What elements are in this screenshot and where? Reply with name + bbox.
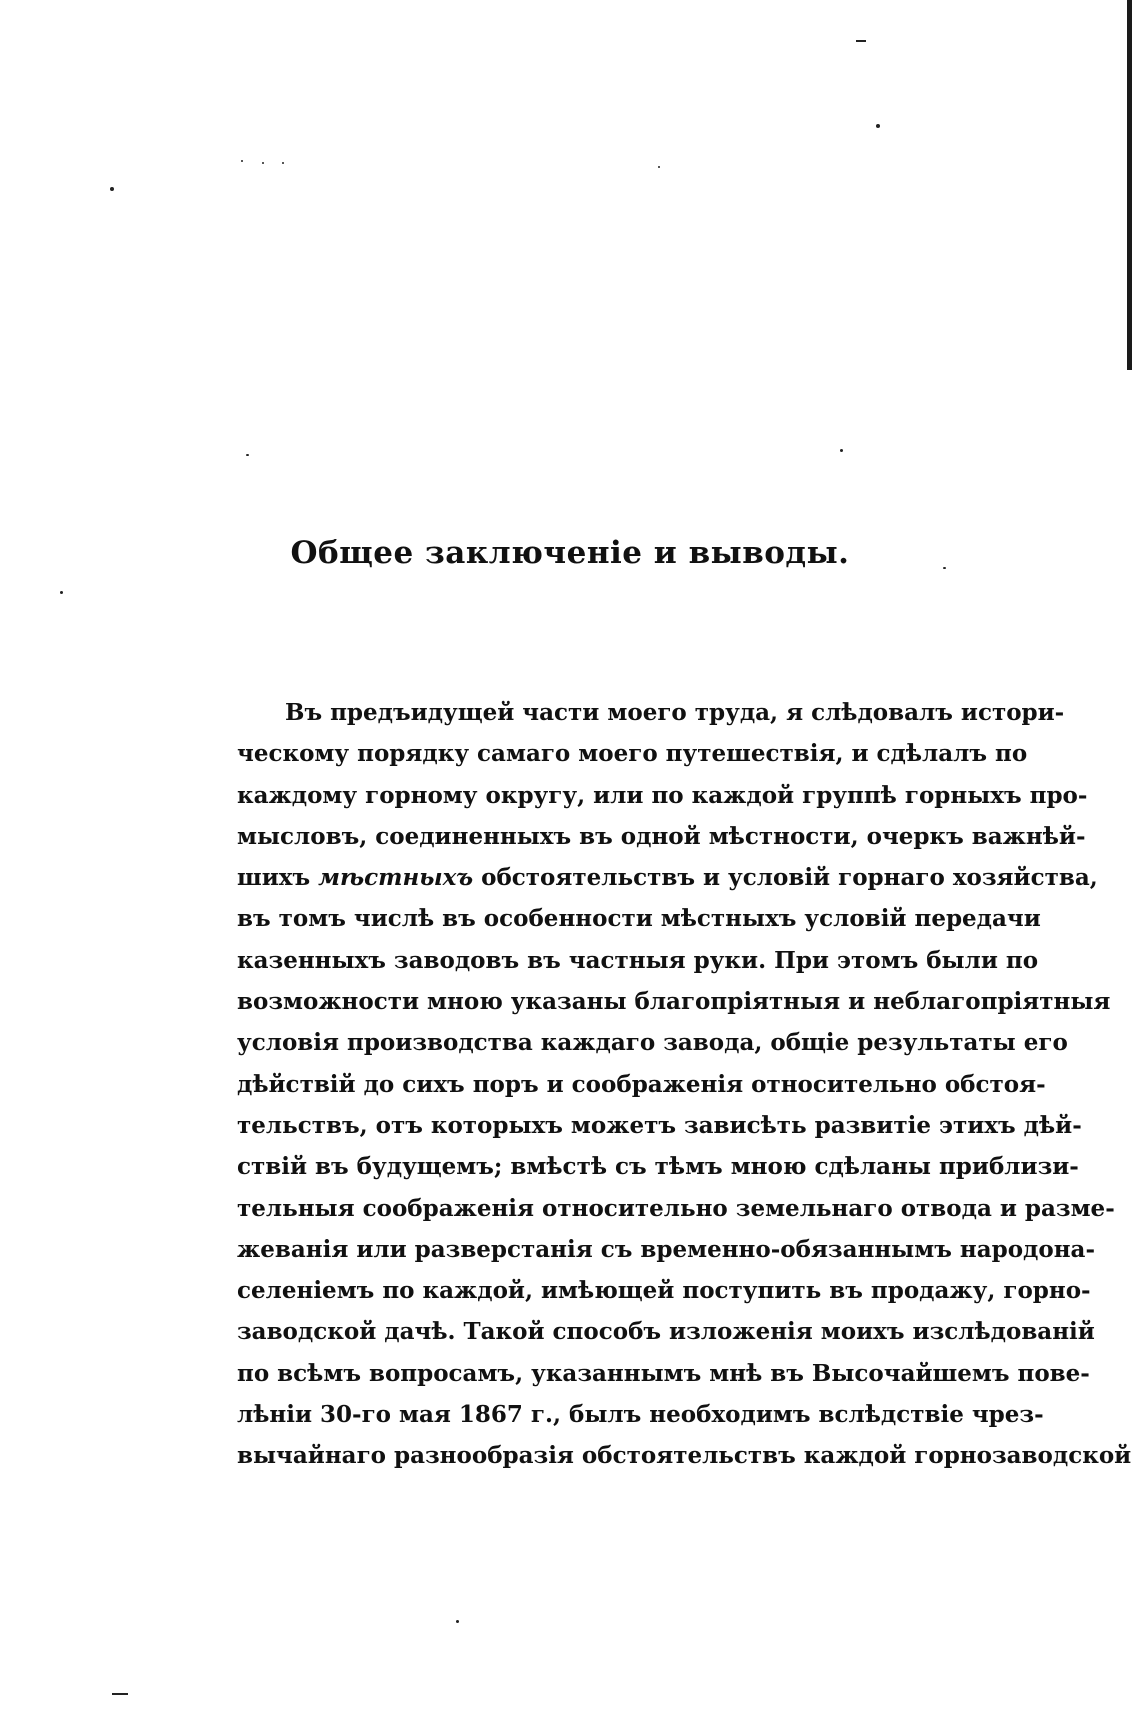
text-line: вычайнаго разнообразiя обстоятельствъ каждой горнозаводской [237, 1442, 1132, 1470]
text-line: въ томъ числѣ въ особенности мѣстныхъ условiй передачи [237, 905, 1041, 933]
scan-speck [876, 124, 880, 128]
text-line: казенныхъ заводовъ въ частныя руки. При этомъ были по [237, 946, 1039, 974]
page-edge-line [1127, 0, 1132, 370]
scan-speck [840, 449, 843, 452]
scan-speck [110, 187, 114, 191]
chapter-title: Общее заключенiе и выводы. [290, 535, 850, 571]
text-line: условiя производства каждаго завода, общiе результаты его [237, 1029, 1068, 1057]
scan-speck [658, 166, 660, 168]
scan-speck [456, 1620, 459, 1623]
scan-speck [282, 162, 284, 164]
scan-speck [246, 454, 249, 456]
scan-speck [262, 162, 264, 164]
text-line: возможности мною указаны благопрiятныя и неблагопрiятныя [237, 988, 1111, 1016]
text-line: жеванiя или разверстанiя съ временно-обязаннымъ народона- [237, 1235, 1095, 1263]
text-line: дѣйствiй до сихъ поръ и соображенiя относительно обстоя- [237, 1070, 1046, 1098]
text-line: ствiй въ будущемъ; вмѣстѣ съ тѣмъ мною сдѣланы приблизи- [237, 1153, 1079, 1181]
text-line: заводской дачѣ. Такой способъ изложенiя моихъ изслѣдованiй [237, 1318, 1095, 1346]
text-line: тельныя соображенiя относительно земельнаго отвода и разме- [237, 1194, 1115, 1222]
scan-speck [856, 40, 866, 42]
italic-word: мѣстныхъ [318, 864, 474, 892]
body-paragraph [237, 692, 1132, 1477]
text-line: по всѣмъ вопросамъ, указаннымъ мнѣ въ Высочайшемъ пове- [237, 1359, 1090, 1387]
scan-speck [241, 160, 243, 162]
text-line: мысловъ, соединенныхъ въ одной мѣстности, очеркъ важнѣй- [237, 822, 1086, 850]
text-line: лѣнiи 30-го мая 1867 г., былъ необходимъ вслѣдствiе чрез- [237, 1401, 1044, 1429]
text-line: селенiемъ по каждой, имѣющей поступить въ продажу, горно- [237, 1277, 1091, 1305]
text-line-with-italic [237, 857, 1098, 898]
scan-speck [60, 591, 63, 594]
text-segment: обстоятельствъ и условiй горнаго хозяйства, [473, 864, 1098, 892]
text-segment: шихъ [237, 864, 319, 892]
text-line: Въ предъидущей части моего труда, я слѣдовалъ истори- [285, 699, 1065, 726]
scan-speck [112, 1693, 128, 1695]
text-line: ческому порядку самаго моего путешествiя, и сдѣлалъ по [237, 740, 1028, 768]
text-line: каждому горному округу, или по каждой группѣ горныхъ про- [237, 781, 1088, 809]
text-line: тельствъ, отъ которыхъ можетъ зависѣть развитiе этихъ дѣй- [237, 1111, 1082, 1139]
